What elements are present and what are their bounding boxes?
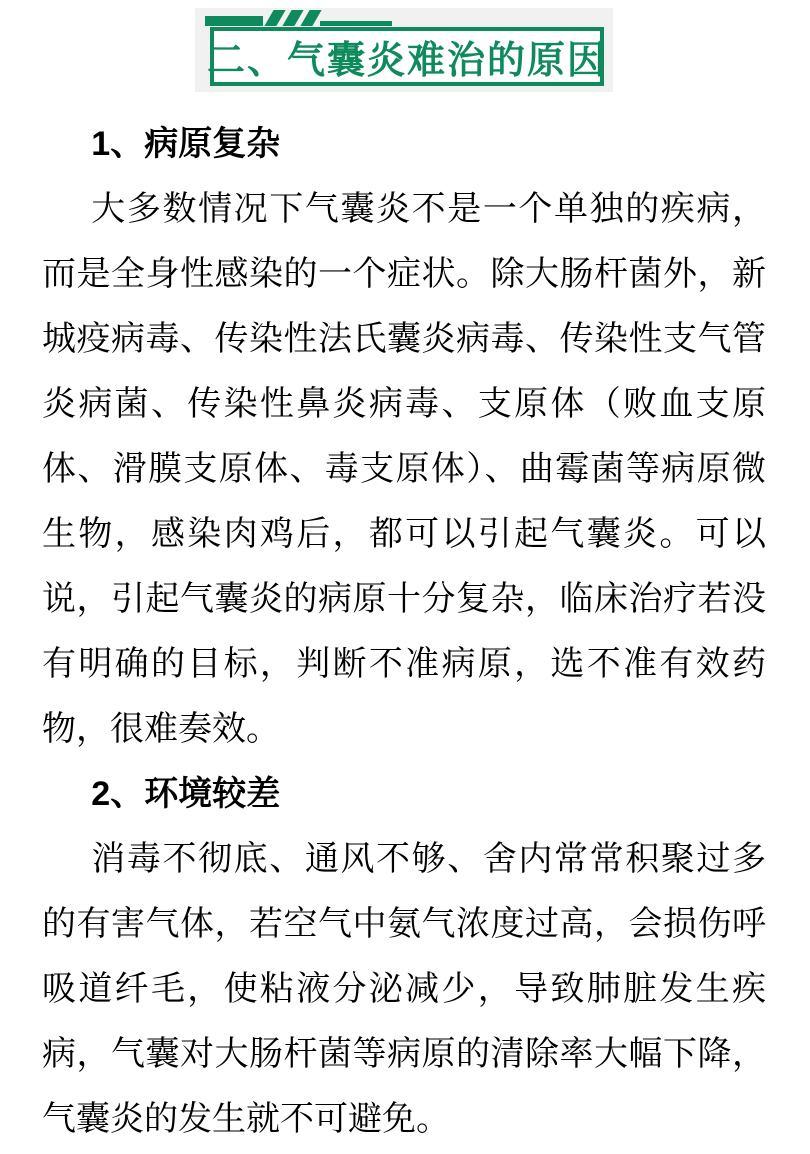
decoration-thin-bar <box>320 21 392 26</box>
paragraph-line: 物，很难奏效。 <box>42 710 280 748</box>
paragraph-line: 消毒不彻底、通风不够、舍内常常积聚过多 <box>91 840 766 878</box>
paragraph-line: 的有害气体，若空气中氨气浓度过高，会损伤呼 <box>42 905 766 943</box>
article-body <box>42 112 766 1152</box>
section-title-box <box>207 27 608 86</box>
paragraph-line: 说，引起气囊炎的病原十分复杂，临床治疗若没 <box>42 580 766 618</box>
section-banner <box>195 8 613 92</box>
paragraph-line: 体、滑膜支原体、毒支原体）、曲霉菌等病原微 <box>42 450 766 488</box>
paragraph-line: 城疫病毒、传染性法氏囊炎病毒、传染性支气管 <box>42 320 766 358</box>
paragraph-line: 气囊炎的发生就不可避免。 <box>42 1100 450 1138</box>
paragraph-line: 炎病菌、传染性鼻炎病毒、支原体（败血支原 <box>42 385 766 423</box>
section-title: 二、气囊炎难治的原因 <box>207 40 608 82</box>
paragraph-line: 生物，感染肉鸡后，都可以引起气囊炎。可以 <box>42 515 766 553</box>
paragraph-line: 大多数情况下气囊炎不是一个单独的疾病， <box>91 190 766 228</box>
decoration-thick-bar <box>205 16 263 26</box>
slash-icon <box>300 10 321 26</box>
paragraph-line: 吸道纤毛，使粘液分泌减少，导致肺脏发生疾 <box>42 970 766 1008</box>
section-heading: 1、病原复杂 <box>91 125 281 163</box>
paragraph-line: 病，气囊对大肠杆菌等病原的清除率大幅下降， <box>42 1035 766 1073</box>
paragraph-line: 而是全身性感染的一个症状。除大肠杆菌外，新 <box>42 255 766 293</box>
paragraph-line: 有明确的目标，判断不准病原，选不准有效药 <box>42 645 766 683</box>
section-heading: 2、环境较差 <box>91 775 281 813</box>
